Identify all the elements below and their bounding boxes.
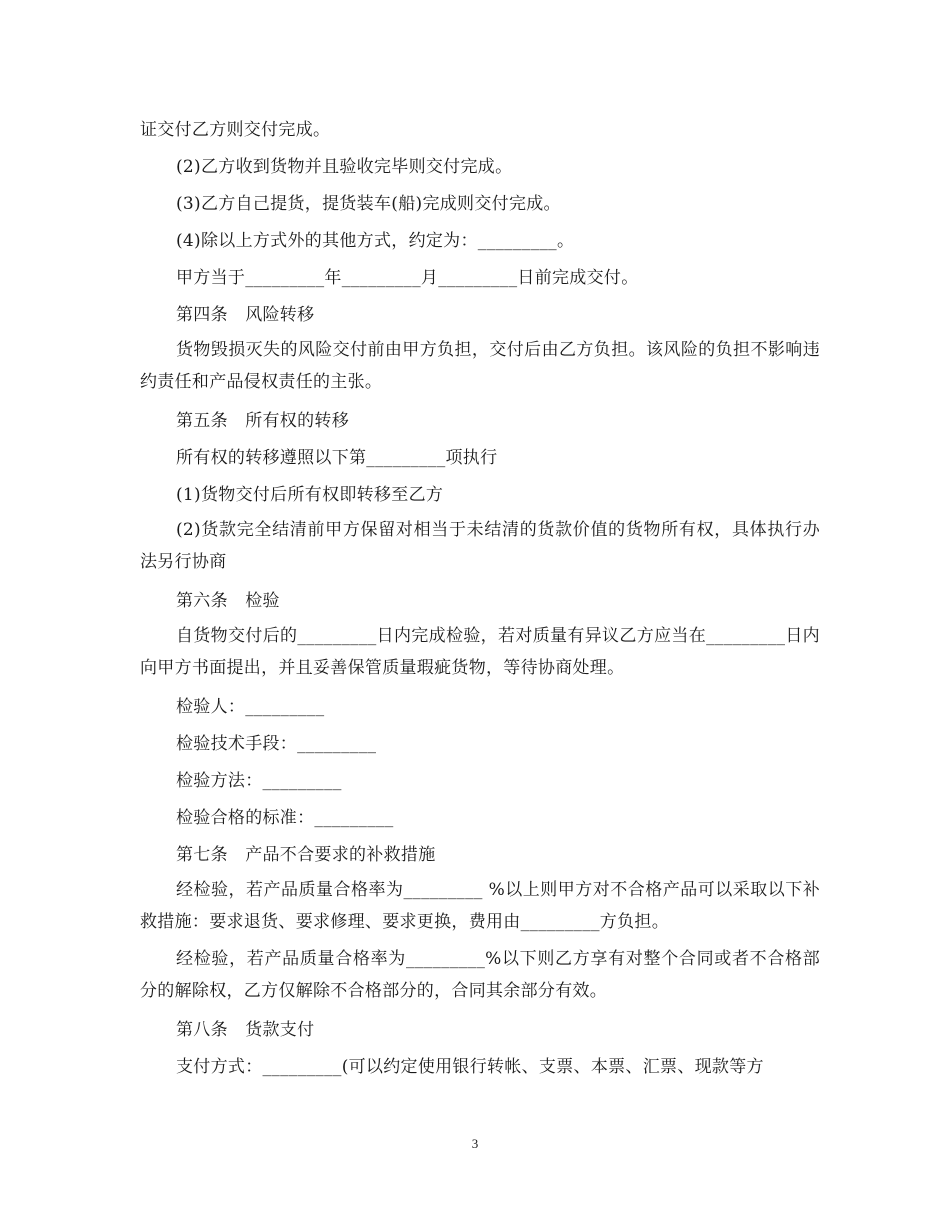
paragraph-line: (2)乙方收到货物并且验收完毕则交付完成。 (176, 157, 513, 177)
paragraph-line: 经检验，若产品质量合格率为_________%以下则乙方享有对整个合同或者不合格部分的解除权，乙方仅解除不合格部分的，合同其余部分有效。 (140, 949, 820, 1001)
paragraph-line: (4)除以上方式外的其他方式，约定为：_________。 (176, 231, 575, 251)
paragraph-line: 货物毁损灭失的风险交付前由甲方负担，交付后由乙方负担。该风险的负担不影响违约责任和产品侵权责任的主张。 (140, 340, 820, 392)
paragraph-line: 检验合格的标准：_________ (176, 808, 394, 828)
paragraph-line: 自货物交付后的_________日内完成检验，若对质量有异议乙方应当在_________日内向甲方书面提出，并且妥善保管质量瑕疵货物，等待协商处理。 (140, 626, 820, 678)
paragraph-line: 检验方法：_________ (176, 771, 342, 791)
paragraph-line: 支付方式：_________(可以约定使用银行转帐、支票、本票、汇票、现款等方 (176, 1057, 764, 1077)
paragraph-line: 证交付乙方则交付完成。 (140, 120, 331, 140)
section-heading: 第八条 货款支付 (176, 1020, 315, 1040)
section-heading: 第四条 风险转移 (176, 305, 315, 325)
paragraph-line: 甲方当于_________年_________月_________日前完成交付。 (176, 268, 639, 288)
paragraph-line: (2)货款完全结清前甲方保留对相当于未结清的货款价值的货物所有权，具体执行办法另行协商 (140, 520, 820, 572)
paragraph-line: (1)货物交付后所有权即转移至乙方 (176, 485, 444, 505)
paragraph-line: 经检验，若产品质量合格率为_________ %以上则甲方对不合格产品可以采取以下补救措施：要求退货、要求修理、要求更换，费用由_________方负担。 (140, 880, 820, 932)
paragraph-line: 检验技术手段：_________ (176, 734, 377, 754)
section-heading: 第七条 产品不合要求的补救措施 (176, 845, 436, 865)
document-body (140, 112, 820, 1086)
section-heading: 第六条 检验 (176, 591, 280, 611)
paragraph-line: 检验人：_________ (176, 697, 325, 717)
page-number: 3 (471, 1136, 479, 1151)
paragraph-line: 所有权的转移遵照以下第_________项执行 (176, 448, 498, 468)
paragraph-line: (3)乙方自己提货，提货装车(船)完成则交付完成。 (176, 194, 561, 214)
section-heading: 第五条 所有权的转移 (176, 411, 349, 431)
